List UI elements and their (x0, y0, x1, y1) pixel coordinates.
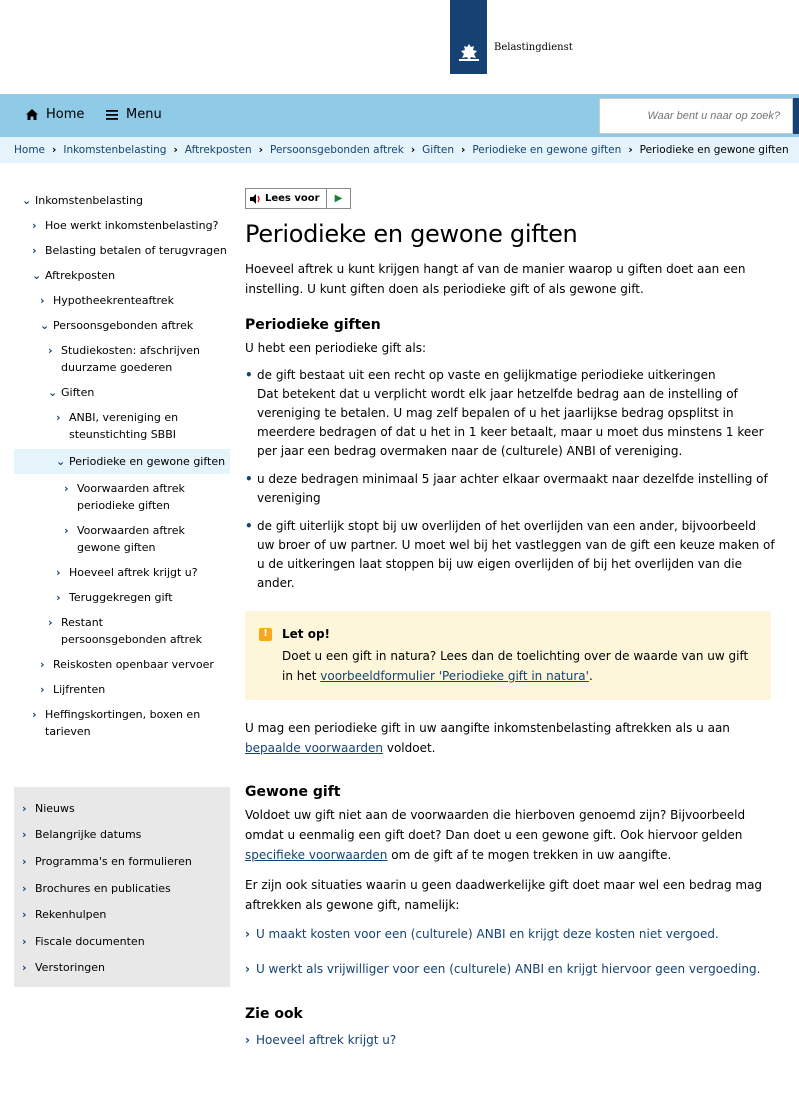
sidebar-item-label: Reiskosten openbaar vervoer (53, 658, 214, 671)
page-title: Periodieke en gewone giften (245, 220, 578, 248)
sidebar-item-verstoringen[interactable] (22, 955, 230, 982)
breadcrumb-home[interactable]: Home (14, 144, 46, 156)
brand-name: Belastingdienst (494, 42, 573, 53)
aftrek-text-start: U mag een periodieke gift in uw aangifte inkomstenbelasting aftrekken als u aan (245, 721, 730, 735)
breadcrumb-inkomstenbelasting[interactable]: Inkomstenbelasting (63, 144, 167, 156)
breadcrumb (0, 137, 799, 163)
heading-periodieke-giften: Periodieke giften (245, 317, 381, 333)
sidebar-item-programmas[interactable] (22, 848, 230, 875)
bullet-subtext: Dat betekent dat u verplicht wordt elk jaar hetzelfde bedrag aan de instelling of vereniging te betalen. U mag zelf bepalen of u het jaarlijkse bedrag opsplitst in meerdere bedragen of dat u het in 1 keer betaalt, maar u moet dus minstens 1 keer per jaar een bedrag overmaken naar de (culturele) ANBI of vereniging. (257, 387, 764, 458)
chevron-right-icon: › (32, 219, 37, 232)
sidebar-item-voorwaarden-gewoon[interactable] (14, 520, 230, 558)
chevron-right-icon: › (22, 801, 27, 815)
chevron-right-icon: › (64, 524, 69, 537)
link-label[interactable]: U werkt als vrijwilliger voor een (culturele) ANBI en krijgt hiervoor geen vergoeding. (255, 962, 761, 976)
top-navigation (0, 94, 799, 137)
chevron-right-icon: › (56, 566, 61, 579)
sidebar-item-reiskosten[interactable] (14, 654, 230, 675)
sidebar-item-label: Verstoringen (35, 961, 106, 975)
chevron-right-icon: › (460, 144, 466, 156)
warning-icon: ! (259, 628, 272, 641)
sidebar-item-rekenhulpen[interactable] (22, 901, 230, 928)
sidebar-item-brochures[interactable] (22, 875, 230, 902)
sidebar-item-hoe-werkt[interactable] (14, 215, 230, 236)
situaties-text: Er zijn ook situaties waarin u geen daadwerkelijke gift doet maar wel een bedrag mag aftrekken als gewone gift, namelijk: (245, 878, 763, 912)
sidebar-item-label: Hypotheekrenteaftrek (53, 294, 174, 307)
sidebar-item-label: Rekenhulpen (35, 908, 107, 922)
gewone-text-end: om de gift af te mogen trekken in uw aangifte. (387, 848, 672, 862)
gewone-text (245, 805, 775, 865)
sidebar-item-label: Voorwaarden aftrek periodieke giften (77, 482, 185, 512)
chevron-right-icon: › (22, 828, 27, 842)
sidebar-item-persoonsgebonden-aftrek[interactable] (14, 315, 230, 336)
chevron-right-icon: › (245, 1033, 250, 1047)
lees-voor-label: Lees voor (265, 193, 320, 204)
sidebar-item-label: Voorwaarden aftrek gewone giften (77, 524, 185, 554)
chevron-right-icon: › (22, 908, 27, 922)
chevron-down-icon: ⌄ (56, 455, 66, 468)
chevron-right-icon: › (245, 962, 250, 976)
sidebar-navigation (14, 190, 230, 742)
chevron-right-icon: › (40, 658, 45, 671)
bullet-text: de gift uiterlijk stopt bij uw overlijden of het overlijden van een ander, bijvoorbeeld uw broer of uw partner. U moet wel bij het vastleggen van de gift een keuze maken of u de uitkeringen laat stoppen bij uw eigen overlijden of bij het overlijden van die ander. (257, 519, 775, 590)
sidebar-item-label: ANBI, vereniging en steunstichting SBBI (69, 411, 179, 441)
chevron-down-icon: ⌄ (48, 386, 58, 399)
list-item (245, 470, 775, 508)
list-item (245, 517, 775, 593)
sidebar-item-label: Belangrijke datums (35, 828, 142, 842)
sidebar-item-label: Aftrekposten (45, 269, 116, 282)
chevron-right-icon: › (22, 881, 27, 895)
sidebar-item-anbi[interactable] (14, 407, 230, 445)
sidebar-item-lijfrenten[interactable] (14, 679, 230, 700)
sidebar-item-belasting-betalen[interactable] (14, 240, 230, 261)
lees-voor-widget[interactable] (245, 188, 351, 209)
sidebar-item-periodieke-giften[interactable] (14, 449, 230, 474)
bullet-text: de gift bestaat uit een recht op vaste en gelijkmatige periodieke uitkeringen (257, 368, 716, 382)
sidebar-item-label: Inkomstenbelasting (35, 194, 144, 207)
sidebar-item-label: Giften (61, 386, 95, 399)
chevron-right-icon: › (22, 934, 27, 948)
chevron-right-icon: › (173, 144, 178, 156)
chevron-right-icon: › (32, 244, 37, 257)
intro-text: Hoeveel aftrek u kunt krijgen hangt af van de manier waarop u giften doet aan een instelling. U kunt giften doen als periodieke gift of als gewone gift. (245, 262, 746, 296)
gewone-text-start: Voldoet uw gift niet aan de voorwaarden die hierboven genoemd zijn? Bijvoorbeeld omdat u eenmalig een gift doet? Dan doet u een gewone gift. Ook hiervoor gelden (245, 808, 746, 842)
sidebar-item-label: Hoeveel aftrek krijgt u? (69, 566, 198, 579)
list-item (245, 366, 775, 461)
sidebar-item-fiscale-documenten[interactable] (22, 928, 230, 955)
sidebar-item-heffingskortingen[interactable] (14, 704, 230, 742)
chevron-right-icon: › (410, 144, 416, 156)
secondary-navigation (14, 787, 230, 987)
chevron-right-icon: › (40, 294, 45, 307)
brand[interactable] (450, 0, 573, 74)
search-input[interactable] (600, 99, 792, 133)
aftrek-text (245, 718, 775, 758)
sidebar-item-aftrekposten[interactable] (14, 265, 230, 286)
chevron-right-icon: › (32, 708, 37, 721)
breadcrumb-aftrekposten[interactable]: Aftrekposten (184, 144, 252, 156)
sidebar-item-belangrijke-datums[interactable] (22, 822, 230, 849)
note-text: Doet u een gift in natura? Lees dan de toelichting over de waarde van uw gift in het (282, 649, 749, 683)
note-text-end: . (588, 669, 593, 683)
sidebar-item-label: Teruggekregen gift (69, 591, 173, 604)
chevron-right-icon: › (52, 144, 57, 156)
home-icon (26, 109, 38, 120)
heading-zie-ook: Zie ook (245, 1006, 303, 1022)
sidebar-item-label: Programma's en formulieren (35, 854, 192, 868)
chevron-right-icon: › (22, 961, 27, 975)
sidebar-item-hoeveel-aftrek[interactable] (14, 562, 230, 583)
note-title: Let op! (282, 627, 331, 641)
specifieke-voorwaarden-link[interactable]: specifieke voorwaarden (245, 848, 388, 862)
breadcrumb-periodieke-giften[interactable]: Periodieke en gewone giften (472, 144, 622, 156)
chevron-right-icon: › (64, 482, 69, 495)
chevron-right-icon: › (245, 927, 250, 941)
sidebar-item-label: Persoonsgebonden aftrek (53, 319, 194, 332)
chevron-right-icon: › (56, 591, 61, 604)
link-label[interactable]: U maakt kosten voor een (culturele) ANBI en krijgt deze kosten niet vergoed. (255, 927, 719, 941)
sidebar-item-label: Nieuws (35, 801, 75, 815)
search-box (599, 98, 793, 134)
sidebar-item-label: Periodieke en gewone giften (69, 455, 226, 468)
home-label: Home (46, 107, 85, 122)
menu-button[interactable] (106, 107, 162, 122)
chevron-down-icon: ⌄ (40, 319, 50, 332)
breadcrumb-current: Periodieke en gewone giften (639, 144, 789, 156)
sidebar-item-studiekosten[interactable] (14, 340, 230, 378)
bepaalde-voorwaarden-link[interactable]: bepaalde voorwaarden (245, 741, 384, 755)
sidebar-item-voorwaarden-periodiek[interactable] (14, 478, 230, 516)
chevron-right-icon: › (48, 344, 53, 357)
search-button[interactable] (793, 98, 799, 134)
sidebar-item-giften[interactable] (14, 382, 230, 403)
bullet-text: u deze bedragen minimaal 5 jaar achter elkaar overmaakt naar dezelfde instelling of vereniging (257, 472, 768, 505)
sidebar-item-label: Brochures en publicaties (35, 881, 171, 895)
link-hoeveel-aftrek[interactable] (245, 1031, 775, 1050)
sidebar-item-nieuws[interactable] (22, 795, 230, 822)
chevron-right-icon: › (56, 411, 61, 424)
sidebar-item-teruggekregen-gift[interactable] (14, 587, 230, 608)
heading-gewone-gift: Gewone gift (245, 784, 341, 800)
menu-label: Menu (126, 107, 162, 122)
rijkswapen-icon (450, 0, 487, 74)
sidebar-item-label: Fiscale documenten (35, 934, 145, 948)
periodiek-intro: U hebt een periodieke gift als: (245, 341, 427, 355)
breadcrumb-giften[interactable]: Giften (422, 144, 454, 156)
periodiek-conditions (245, 366, 775, 593)
breadcrumb-persoonsgebonden-aftrek[interactable]: Persoonsgebonden aftrek (269, 144, 404, 156)
sidebar-item-hypotheekrenteaftrek[interactable] (14, 290, 230, 311)
chevron-right-icon: › (48, 616, 53, 629)
chevron-down-icon: ⌄ (22, 194, 32, 207)
sidebar-item-label: Belasting betalen of terugvragen (45, 244, 227, 257)
link-kosten-anbi[interactable] (245, 925, 775, 944)
chevron-right-icon: › (22, 854, 27, 868)
chevron-right-icon: › (258, 144, 263, 156)
voorbeeldformulier-link[interactable]: voorbeeldformulier 'Periodieke gift in natura' (320, 669, 589, 683)
aftrek-text-end: voldoet. (383, 741, 436, 755)
chevron-down-icon: ⌄ (32, 269, 42, 282)
sidebar-item-inkomstenbelasting[interactable] (14, 190, 230, 211)
link-vrijwilliger-anbi[interactable] (245, 960, 775, 979)
sidebar-item-label: Hoe werkt inkomstenbelasting? (45, 219, 219, 232)
sidebar-item-label: Lijfrenten (53, 683, 106, 696)
sidebar-item-label: Studiekosten: afschrijven duurzame goederen (61, 344, 201, 374)
hamburger-icon (106, 110, 118, 120)
play-icon[interactable]: ▶ (334, 193, 343, 204)
home-link[interactable] (26, 107, 84, 122)
sidebar-item-restant[interactable] (14, 612, 230, 650)
let-op-note (245, 611, 771, 700)
sidebar-item-label: Restant persoonsgebonden aftrek (61, 616, 202, 646)
sidebar-item-label: Heffingskortingen, boxen en tarieven (45, 708, 201, 738)
link-label[interactable]: Hoeveel aftrek krijgt u? (255, 1033, 397, 1047)
speaker-icon (250, 194, 262, 204)
lees-voor-button[interactable] (246, 189, 327, 208)
chevron-right-icon: › (628, 144, 633, 156)
main-content (245, 188, 775, 1050)
chevron-right-icon: › (40, 683, 45, 696)
